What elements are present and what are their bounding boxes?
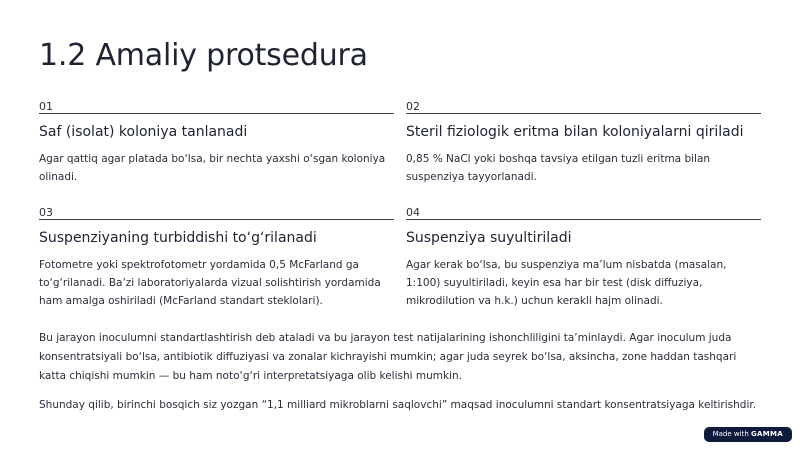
step-card-2: [406, 100, 761, 186]
step-text: Agar kerak bo‘lsa, bu suspenziya ma’lum nisbatda (masalan, 1:100) suyultiriladi, keyin esa har bir test (disk diffuziya, mikrodilution va h.k.) uchun kerakli hajm olinadi.: [406, 259, 727, 307]
step-text: Agar qattiq agar platada bo‘lsa, bir nechta yaxshi o‘sgan koloniya olinadi.: [39, 153, 386, 183]
step-heading: Saf (isolat) koloniya tanlanadi: [39, 124, 248, 140]
step-text: Fotometre yoki spektrofotometr yordamida 0,5 McFarland ga to‘g‘rilanadi. Ba’zi laboratoriyalarda vizual solishtirish yordamida ham amalga oshiriladi (McFarland standart steklolari).: [39, 259, 381, 307]
step-card-4: [406, 206, 761, 310]
step-heading: Suspenziya suyultiriladi: [406, 230, 572, 246]
step-number: 03: [39, 206, 394, 220]
summary-paragraph: Bu jarayon inoculumni standartlashtirish deb ataladi va bu jarayon test natijalarining ishonchliligini ta’minlaydi. Agar inoculum juda konsentratsiyali bo‘lsa, antibiotik diffuziyasi va zonalar kichrayishi mumkin; agar juda seyrek bo‘lsa, aksincha, zone haddan tashqari katta chiqishi mumkin — bu ham noto‘g‘ri interpretatsiyaga olib kelishi mumkin.: [39, 332, 737, 382]
step-card-3: [39, 206, 394, 310]
conclusion-paragraph: Shunday qilib, birinchi bosqich siz yozgan “1,1 milliard mikroblarni saqlovchi” maqsad inoculumni standart konsentratsiyaga keltirishdir.: [39, 399, 757, 411]
slide-title: 1.2 Amaliy protsedura: [39, 38, 368, 73]
made-with-gamma-badge[interactable]: [704, 427, 792, 442]
badge-prefix: Made with: [712, 430, 749, 438]
step-number: 02: [406, 100, 761, 114]
step-text: 0,85 % NaCl yoki boshqa tavsiya etilgan tuzli eritma bilan suspenziya tayyorlanadi.: [406, 153, 711, 183]
badge-brand: GAMMA: [750, 430, 783, 438]
step-heading: Suspenziyaning turbiddishi to‘g‘rilanadi: [39, 230, 317, 246]
step-number: 01: [39, 100, 394, 114]
step-card-1: [39, 100, 394, 186]
step-heading: Steril fiziologik eritma bilan koloniyalarni qiriladi: [406, 124, 744, 140]
step-number: 04: [406, 206, 761, 220]
